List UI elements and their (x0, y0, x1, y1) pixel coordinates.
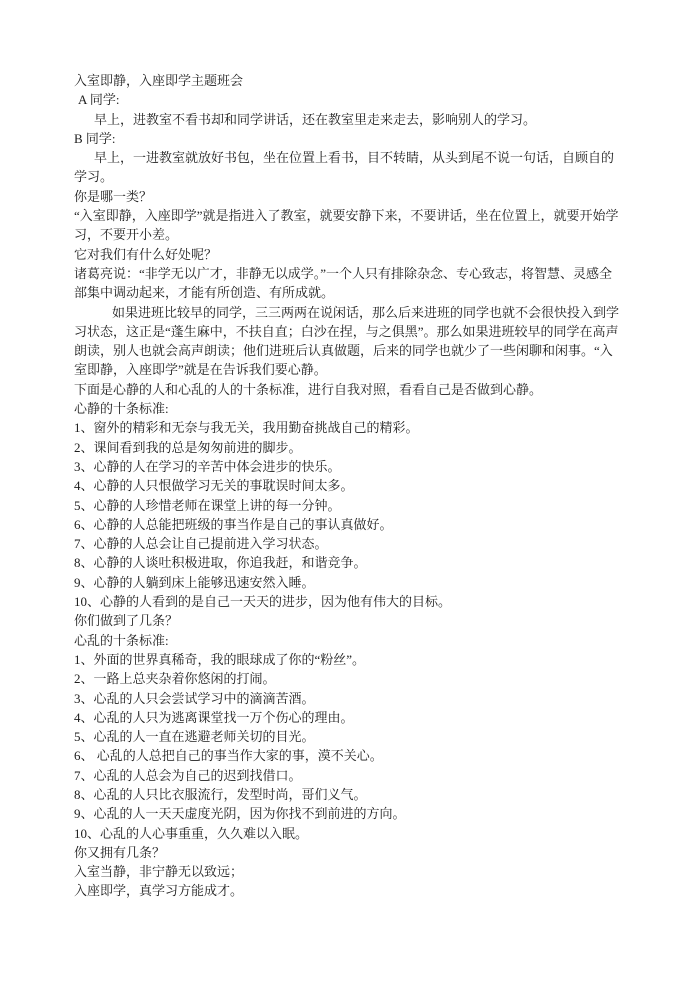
paragraph: “入室即静，入座即学”就是指进入了教室，就要安静下来，不要讲话，坐在位置上，就要开始学习，不要开小差。 (74, 208, 619, 243)
list-item: 7、心乱的人总会为自己的迟到找借口。 (74, 767, 302, 783)
list-item: 8、心乱的人只比衣服流行，发型时尚，哥们义气。 (74, 786, 367, 802)
list-item: 2、一路上总夹杂着你悠闲的打闹。 (74, 671, 276, 687)
document-title: 入室即静，入座即学主题班会 (74, 73, 244, 88)
paragraph: 你是哪一类？ (74, 188, 153, 204)
list-item: 3、心乱的人只会尝试学习中的滴滴苦酒。 (74, 690, 315, 706)
list-item: 6、心静的人总能把班级的事当作是自己的事认真做好。 (74, 516, 393, 532)
list-item: 8、心静的人谈吐积极进取，你追我赶，和谐竞争。 (74, 555, 367, 571)
list-item: 3、心静的人在学习的辛苦中体会进步的快乐。 (74, 458, 341, 474)
section-label: 心静的十条标准: (74, 401, 169, 417)
list-item: 2、课间看到我的总是匆匆前进的脚步。 (74, 439, 302, 455)
list-item: 6、 心乱的人总把自己的事当作大家的事，漠不关心。 (74, 748, 383, 764)
paragraph: 早上，一进教室就放好书包，坐在位置上看书，目不转睛，从头到尾不说一句话，自顾自的学习。 (74, 150, 615, 185)
list-item: 9、心静的人躺到床上能够迅速安然入睡。 (74, 574, 315, 590)
list-item: 10、心乱的人心事重重，久久难以入眠。 (74, 825, 309, 841)
paragraph: 下面是心静的人和心乱的人的十条标准，进行自我对照，看看自己是否做到心静。 (74, 381, 543, 397)
list-item: 1、窗外的精彩和无奈与我无关，我用勤奋挑战自己的精彩。 (74, 420, 419, 436)
paragraph: 你们做到了几条？ (74, 613, 179, 629)
paragraph: 你又拥有几条？ (74, 844, 166, 860)
paragraph: 它对我们有什么好处呢？ (74, 246, 218, 262)
list-item: 5、心乱的人一直在逃避老师关切的目光。 (74, 729, 315, 745)
list-item: 7、心静的人总会让自己提前进入学习状态。 (74, 536, 328, 552)
section-label: 心乱的十条标准: (74, 632, 169, 648)
list-item: 10、心静的人看到的是自己一天天的进步，因为他有伟大的目标。 (74, 594, 452, 610)
section-label: B 同学: (74, 130, 116, 146)
paragraph: 诸葛亮说：“非学无以广才，非静无以成学。”一个人只有排除杂念、专心致志，将智慧、灵感全部集中调动起来，才能有所创造、有所成就。 (74, 265, 613, 301)
document-body (74, 71, 624, 901)
list-item: 1、外面的世界真稀奇，我的眼球成了你的“粉丝”。 (74, 651, 366, 667)
paragraph: 入室当静，非宁静无以致远； (74, 864, 244, 880)
section-label: A 同学: (78, 92, 120, 108)
paragraph: 入座即学，真学习方能成才。 (74, 883, 244, 899)
list-item: 5、心静的人珍惜老师在课堂上讲的每一分钟。 (74, 497, 341, 513)
list-item: 9、心乱的人一天天虚度光阴，因为你找不到前进的方向。 (74, 806, 406, 822)
paragraph: 早上，进教室不看书却和同学讲话，还在教室里走来走去，影响别人的学习。 (94, 111, 537, 127)
list-item: 4、心乱的人只为逃离课堂找一万个伤心的理由。 (74, 709, 354, 725)
list-item: 4、心静的人只恨做学习无关的事耽误时间太多。 (74, 478, 354, 494)
paragraph: 如果进班比较早的同学，三三两两在说闲话，那么后来进班的同学也就不会很快投入到学习状态，这正是“蓬生麻中，不扶自直；白沙在捏，与之俱黑”。那么如果进班较早的同学在高声朗读，别人也就会高声朗读；他们进班后认真做题，后来的同学也就少了一些闲聊和闲事。“入室即静，入座即学”就是在告诉我们要心静。 (74, 304, 620, 378)
